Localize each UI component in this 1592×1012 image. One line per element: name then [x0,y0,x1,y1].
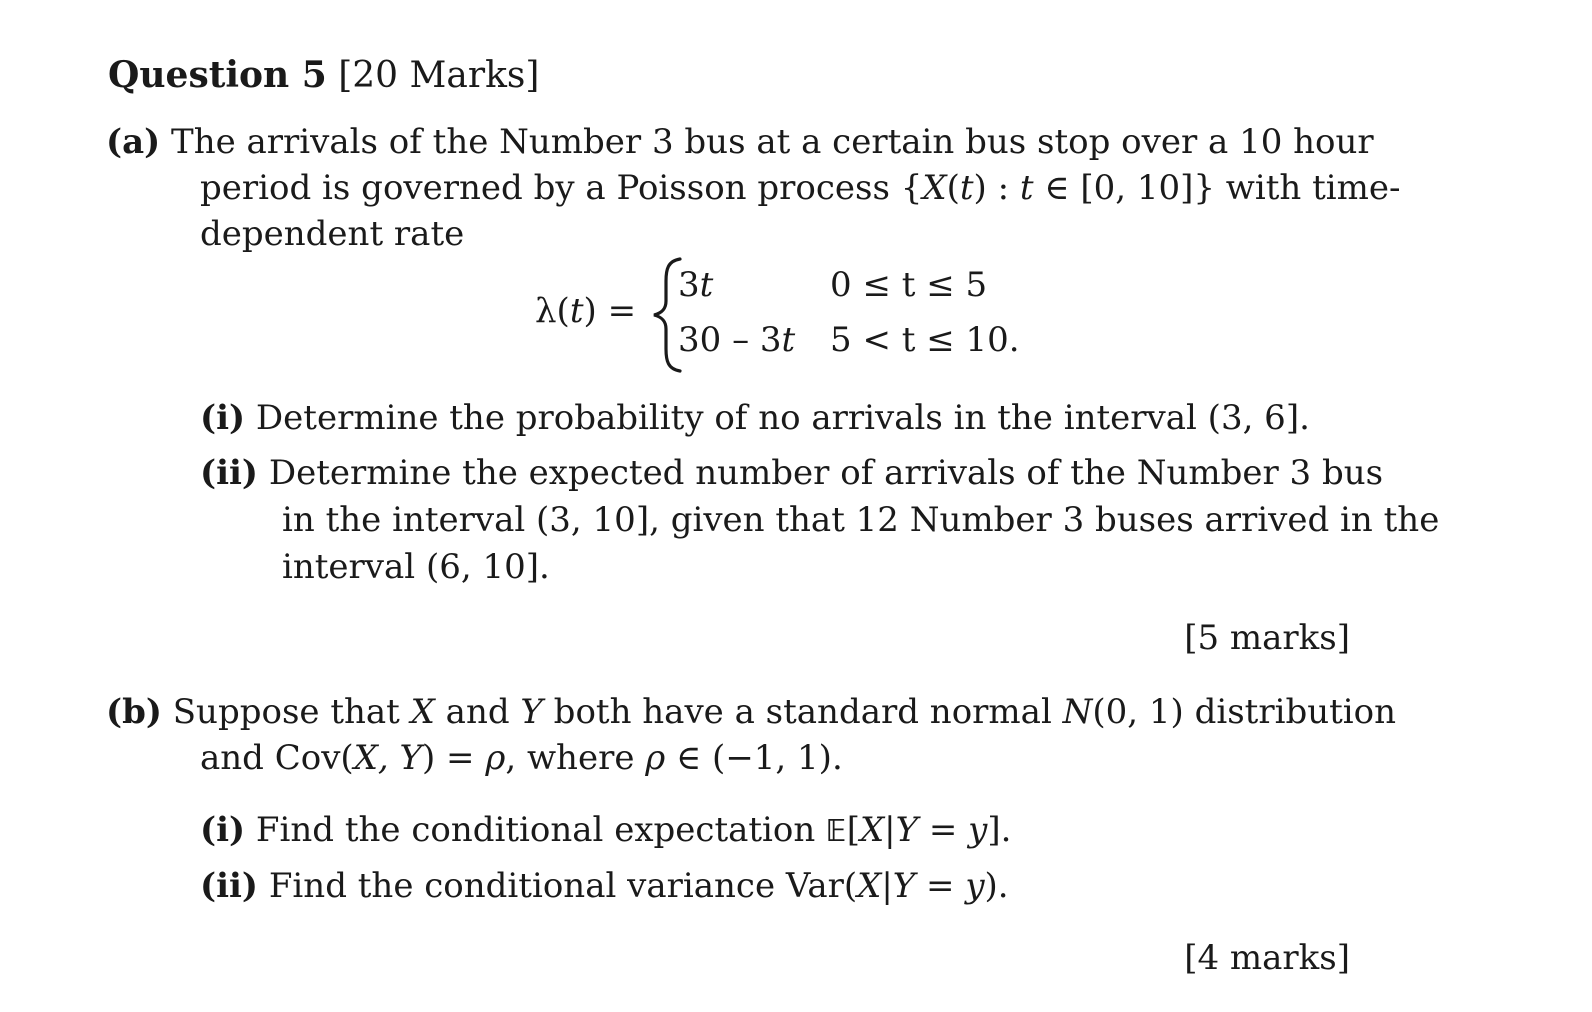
question-heading [108,55,539,96]
part-b-ii: (ii) Find the conditional variance Var(X|Y = y). [200,866,1009,906]
part-a-ii-line-3: interval (6, 10]. [282,547,550,587]
paren: ( [946,168,960,208]
part-a-label: (a) [106,122,161,162]
part-a-ii-line-2: in the interval (3, 10], given that 12 Number 3 buses arrived in the [282,500,1440,540]
part-b-ii-label: (ii) [200,866,259,906]
part-a-line-3: dependent rate [200,214,465,254]
equals: ) = [583,291,637,331]
part-b-i-label: (i) [200,810,246,850]
case-1-expr: 3t [678,265,714,305]
var-X: X [922,168,947,208]
part-b-line-2: and Cov(X, Y) = ρ, where ρ ∈ (−1, 1). [200,738,843,778]
rho: ρ [485,738,506,778]
part-b-i: (i) Find the conditional expectation 𝔼[X|Y = y]. [200,810,1012,850]
colon: ) : [973,168,1020,208]
var-X: X [410,692,435,732]
var-t: t [959,168,974,208]
part-a-ii-label: (ii) [200,453,259,493]
var-t: t [569,291,584,331]
case-2-expr: 30 – 3t [678,320,796,360]
part-a-text-1: The arrivals of the Number 3 bus at a certain bus stop over a 10 hour [171,122,1374,162]
formula-lhs [535,291,636,331]
lambda: λ( [535,291,570,331]
rho: ρ [645,738,666,778]
question-total-marks: [20 Marks] [338,55,540,96]
part-b-line-1: (b) Suppose that X and Y both have a standard normal N(0, 1) distribution [106,692,1397,732]
part-a-i-text: Determine the probability of no arrivals in the interval (3, 6]. [255,398,1310,438]
part-a-i-label: (i) [200,398,246,438]
var-t: t [1019,168,1034,208]
part-a-line-1 [106,122,1374,162]
part-a-text-2a: period is governed by a Poisson process { [200,168,923,208]
var-Y: Y [520,692,543,732]
part-b-marks: [4 marks] [1184,938,1350,978]
part-a-line-2 [200,168,1401,208]
rate-formula [535,255,1055,375]
case-1-cond: 0 ≤ t ≤ 5 [830,265,988,305]
part-b-label: (b) [106,692,162,732]
question-label: Question 5 [108,54,327,96]
case-2-cond: 5 < t ≤ 10. [830,320,1020,360]
part-a-text-2b: ∈ [0, 10]} with time- [1033,168,1401,208]
part-a-i [200,398,1310,438]
part-a-ii-text-1: Determine the expected number of arrivals of the Number 3 bus [268,453,1384,493]
var-N: N [1062,692,1093,732]
part-a-ii-line-1 [200,453,1383,493]
expectation-symbol: 𝔼 [826,814,847,849]
part-a-marks: [5 marks] [1184,618,1350,658]
